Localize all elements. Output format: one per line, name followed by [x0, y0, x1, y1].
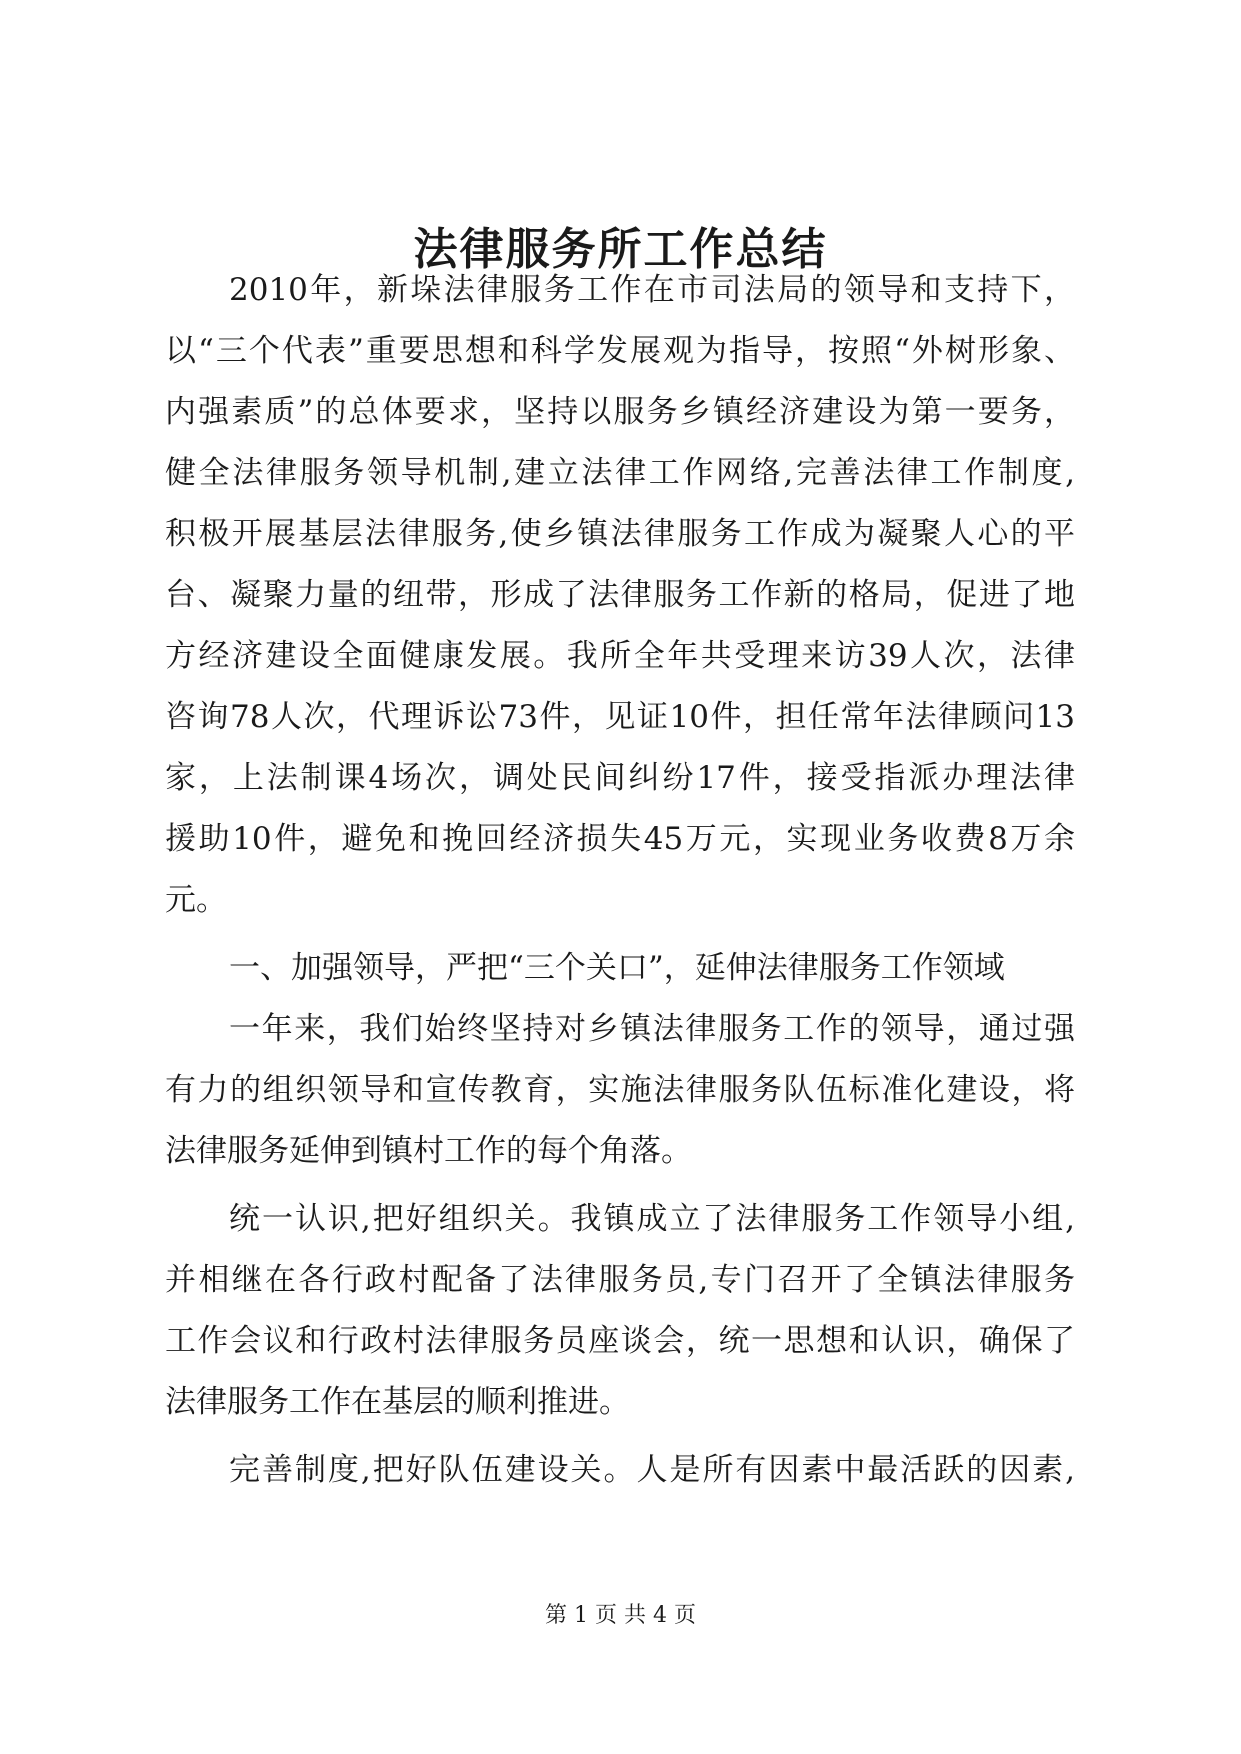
text-line: 工作会议和行政村法律服务员座谈会，统一思想和认识，确保了	[165, 1323, 1075, 1359]
text-line: 完善制度,把好队伍建设关。人是所有因素中最活跃的因素,	[229, 1452, 1075, 1488]
text-line: 家，上法制课4场次，调处民间纠纷17件，接受指派办理法律	[165, 760, 1075, 796]
text-line: 咨询78人次，代理诉讼73件，见证10件，担任常年法律顾问13	[165, 699, 1075, 735]
text-line: 方经济建设全面健康发展。我所全年共受理来访39人次，法律	[165, 638, 1075, 674]
text-line: 统一认识,把好组织关。我镇成立了法律服务工作领导小组,	[229, 1201, 1075, 1237]
document-title: 法律服务所工作总结	[413, 224, 828, 275]
paragraph	[165, 1189, 1075, 1433]
page-footer: 第 1 页 共 4 页	[545, 1603, 696, 1628]
text-line: 2010年，新垛法律服务工作在市司法局的领导和支持下，	[229, 272, 1075, 308]
text-line: 积极开展基层法律服务,使乡镇法律服务工作成为凝聚人心的平	[165, 516, 1075, 552]
text-line: 一、加强领导，严把“三个关口”，延伸法律服务工作领域	[229, 950, 1005, 986]
text-line: 一年来，我们始终坚持对乡镇法律服务工作的领导，通过强	[229, 1011, 1075, 1047]
text-line: 法律服务工作在基层的顺利推进。	[165, 1384, 630, 1420]
text-line: 台、凝聚力量的纽带，形成了法律服务工作新的格局，促进了地	[165, 577, 1075, 613]
paragraph	[165, 999, 1075, 1182]
document-body	[165, 260, 1075, 1501]
text-line: 内强素质”的总体要求，坚持以服务乡镇经济建设为第一要务，	[165, 394, 1075, 430]
text-line: 法律服务延伸到镇村工作的每个角落。	[165, 1133, 692, 1169]
paragraph	[165, 1440, 1075, 1501]
paragraph	[165, 260, 1075, 931]
text-line: 援助10件，避免和挽回经济损失45万元，实现业务收费8万余	[165, 821, 1075, 857]
section-heading	[165, 938, 1075, 999]
text-line: 并相继在各行政村配备了法律服务员,专门召开了全镇法律服务	[165, 1262, 1075, 1298]
text-line: 元。	[165, 882, 227, 918]
text-line: 健全法律服务领导机制,建立法律工作网络,完善法律工作制度,	[165, 455, 1075, 491]
text-line: 有力的组织领导和宣传教育，实施法律服务队伍标准化建设，将	[165, 1072, 1075, 1108]
text-line: 以“三个代表”重要思想和科学发展观为指导，按照“外树形象、	[165, 333, 1075, 369]
